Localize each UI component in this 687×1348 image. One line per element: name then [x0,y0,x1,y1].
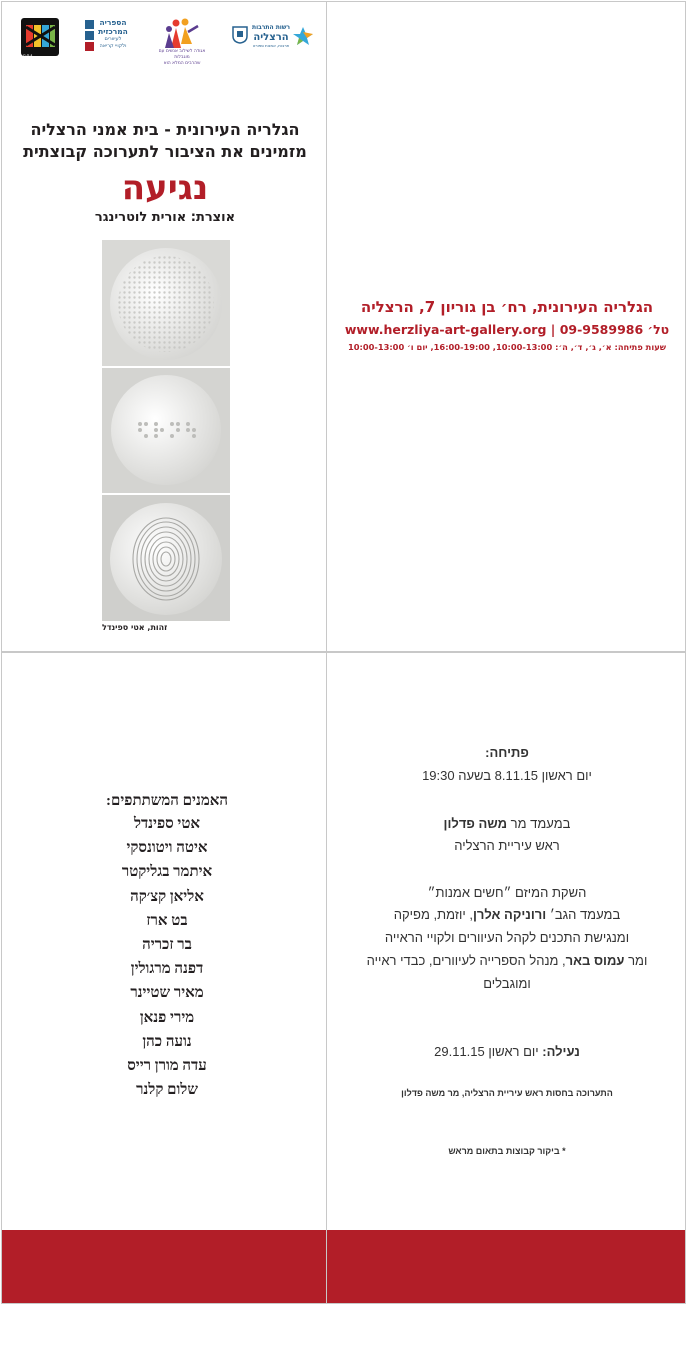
herzliya-culture-logo [230,18,314,54]
library-logo [85,18,131,62]
guest-desc: , יוזמת, מפיקה [393,907,473,922]
city-emblem-icon [232,26,248,44]
website-link[interactable]: www.herzliya-art-gallery.org [344,322,547,337]
header-line-1: הגלריה העירונית - בית אמני הרצליה [30,120,300,139]
launch-line: השקת המיזם ״חשים אמנות״ [427,885,587,900]
gallery-logo-text: ג.ע.ה [23,52,33,57]
culture-text-2: הרצליה [253,32,289,43]
artist-name: בר זכריה [142,937,192,954]
presence-prefix: במעמד מר [510,816,571,831]
artist-name: אליאן קצ׳קה [130,888,204,905]
gallery-logo [21,18,59,56]
mayor-title: ראש עיריית הרצליה [454,838,560,853]
gallery-logo-icon [21,18,59,56]
artists-list [42,793,292,1102]
phone-number: טל׳ 09-9589986 [559,322,670,337]
program-line: ומנגישת התכנים לקהל העיוורים ולקויי הראייה [384,930,630,945]
artists-panel [1,652,327,1304]
closing-line [347,1044,667,1059]
artwork-image-fingerprint [102,495,230,621]
artwork-image-dots [102,240,230,366]
contact-line [337,322,677,337]
artists-title: האמנים המשתתפים: [106,793,228,809]
guest-name: ורוניקה אלרן [472,907,547,922]
dotted-disc-image [102,240,230,366]
artist-name: עדה מורן רייס [127,1058,207,1075]
presence-line [347,816,667,831]
header-line-2: מזמינים את הציבור לתערוכה קבוצתית [23,142,307,161]
library-line-2: המרכזית [98,27,128,36]
library-line-1: הספריה [99,18,127,27]
opening-hours: שעות פתיחה: א׳, ג׳, ד׳, ה׳: 10:00-13:00, 16:00-19:00, יום ו׳ 10:00-13:00 [347,342,667,352]
exhibition-title: נגיעה [121,168,209,208]
artist-name: איטה ויטונסקי [126,840,208,857]
artist-name: מאיר שטיינר [130,985,204,1002]
artist-name: אטי ספינדל [133,816,201,832]
groups-note: * ביקור קבוצות בתאום מראש [448,1146,566,1156]
guest-line [347,907,667,922]
gallery-address: הגלריה העירונית, רח׳ בן גוריון 7, הרצליה [360,298,654,316]
people-figures-icon [152,18,212,50]
closing-label: נעילה: [542,1044,580,1059]
opening-date: יום ראשון 8.11.15 בשעה 19:30 [422,768,592,783]
library-icon-3 [85,42,94,51]
red-footer-band [327,1230,685,1303]
library-icon-2 [85,31,94,40]
star-logo-icon [292,26,314,46]
guest-prefix: במעמד הגב׳ [549,907,621,922]
invitation-header [12,119,318,163]
amos-line [347,953,667,968]
curator-line: אוצרת: אורית לוטרינגר [94,210,236,225]
event-details-panel [326,652,686,1304]
amos-desc: , מנהל הספרייה לעיוורים, כבדי ראייה [366,953,566,968]
artist-name: מירי פנאן [139,1009,195,1026]
artist-name: איתמר בגליקטר [121,864,213,881]
culture-text-1: רשות התרבות [251,24,291,31]
artist-name: בט ארז [146,912,188,929]
library-line-4: ולקויי קריאה [99,43,127,49]
amos-prefix: ומר [628,953,648,968]
cover-panel [1,1,327,652]
opening-label: פתיחה: [485,745,529,760]
culture-text-3: תרבות, אמנות ספורט [252,43,290,48]
artist-name: נועה כהן [142,1033,192,1050]
association-text-1: אגודה לשילוב אנשים עם מוגבלות [158,49,206,60]
amos-name: עמוס באר [565,953,625,968]
fingerprint-disc-image [102,495,230,621]
library-icon [85,20,94,29]
artwork-image-braille [102,368,230,493]
mayor-name: משה פדלון [443,816,508,831]
artist-name: שלום קלנר [136,1082,198,1099]
amos-line-2: ומוגבלים [483,976,531,991]
association-text-2: שהרבים המלא הוא [163,61,201,66]
artist-name: דפנה מרגולין [130,961,204,978]
library-line-3: לעיוורים [104,36,122,42]
address-panel [326,1,686,652]
closing-date: יום ראשון 29.11.15 [434,1044,543,1059]
braille-disc-image [102,368,230,493]
artwork-credit: זהות, אטי ספינדל [102,623,168,632]
red-footer-band [2,1230,326,1303]
association-logo [152,18,212,66]
patronage-note: התערוכה בחסות ראש עיריית הרצליה, מר משה פדלון [401,1088,613,1098]
contact-separator: | [546,322,556,337]
